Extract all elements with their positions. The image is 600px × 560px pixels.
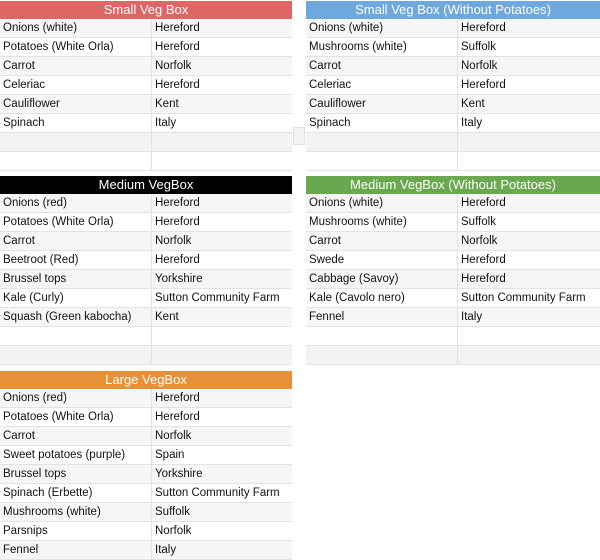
origin-cell[interactable]: Norfolk (155, 430, 192, 442)
box-rows (0, 389, 292, 560)
table-row (306, 38, 600, 57)
empty-row[interactable] (306, 152, 600, 171)
table-row (0, 232, 292, 251)
empty-cell[interactable] (0, 133, 152, 151)
table-row (0, 57, 292, 76)
table-row (0, 251, 292, 270)
origin-cell[interactable]: Sutton Community Farm (155, 292, 280, 304)
table-row (0, 308, 292, 327)
vegetable-cell[interactable]: Spinach (0, 114, 152, 132)
empty-cell[interactable] (458, 133, 600, 151)
table-row (306, 232, 600, 251)
table-row (306, 289, 600, 308)
table-row (0, 19, 292, 38)
vegetable-cell[interactable]: Spinach (Erbette) (0, 484, 152, 502)
vegetable-cell[interactable]: Kale (Curly) (0, 289, 152, 307)
table-row (0, 270, 292, 289)
vegetable-cell[interactable]: Cauliflower (0, 95, 152, 113)
vegetable-cell[interactable]: Fennel (0, 541, 152, 559)
origin-cell[interactable]: Italy (461, 117, 483, 129)
table-row (306, 19, 600, 38)
empty-cell[interactable] (306, 152, 458, 170)
small-veg-box (0, 1, 292, 171)
origin-cell[interactable]: Italy (155, 117, 177, 129)
box-rows (306, 194, 600, 365)
vegetable-cell[interactable]: Cabbage (Savoy) (306, 270, 458, 288)
empty-cell[interactable] (306, 346, 458, 364)
cell-gutter (293, 127, 305, 145)
table-row (0, 194, 292, 213)
vegetable-cell[interactable]: Sweet potatoes (purple) (0, 446, 152, 464)
empty-cell[interactable] (0, 152, 152, 170)
table-row (306, 95, 600, 114)
box-rows (306, 19, 600, 171)
vegetable-cell[interactable]: Beetroot (Red) (0, 251, 152, 269)
empty-row[interactable] (0, 152, 292, 171)
small-veg-box-without-potatoes (306, 1, 600, 171)
table-row (0, 38, 292, 57)
box-title: Small Veg Box (0, 1, 292, 19)
origin-cell[interactable]: Kent (461, 98, 485, 110)
vegetable-cell[interactable]: Potatoes (White Orla) (0, 38, 152, 56)
empty-cell[interactable] (152, 346, 292, 364)
vegetable-cell[interactable]: Brussel tops (0, 465, 152, 483)
table-row (0, 95, 292, 114)
origin-cell[interactable]: Sutton Community Farm (461, 292, 586, 304)
empty-cell[interactable] (306, 133, 458, 151)
table-row (0, 213, 292, 232)
vegetable-cell[interactable]: Celeriac (0, 76, 152, 94)
vegetable-cell[interactable]: Potatoes (White Orla) (0, 408, 152, 426)
table-row (0, 522, 292, 541)
box-title: Large VegBox (0, 371, 292, 389)
origin-cell[interactable]: Hereford (155, 22, 200, 34)
vegetable-cell[interactable]: Carrot (0, 427, 152, 445)
origin-cell[interactable]: Norfolk (461, 60, 498, 72)
table-row (0, 503, 292, 522)
origin-cell[interactable]: Hereford (461, 22, 506, 34)
origin-cell[interactable]: Hereford (155, 411, 200, 423)
origin-cell[interactable]: Norfolk (155, 235, 192, 247)
origin-cell[interactable]: Norfolk (155, 60, 192, 72)
table-row (306, 114, 600, 133)
origin-cell[interactable]: Hereford (461, 197, 506, 209)
vegetable-cell[interactable]: Swede (306, 251, 458, 269)
table-row (306, 251, 600, 270)
box-rows (0, 19, 292, 171)
origin-cell[interactable]: Sutton Community Farm (155, 487, 280, 499)
empty-cell[interactable] (152, 327, 292, 345)
empty-cell[interactable] (0, 327, 152, 345)
origin-cell[interactable]: Hereford (155, 41, 200, 53)
origin-cell[interactable]: Norfolk (155, 525, 192, 537)
vegetable-cell[interactable]: Mushrooms (white) (0, 503, 152, 521)
vegetable-cell[interactable]: Squash (Green kabocha) (0, 308, 152, 326)
table-row (0, 76, 292, 95)
origin-cell[interactable]: Hereford (461, 79, 506, 91)
table-row (306, 213, 600, 232)
origin-cell[interactable]: Yorkshire (155, 273, 203, 285)
box-title: Medium VegBox (0, 176, 292, 194)
vegetable-cell[interactable]: Mushrooms (white) (306, 213, 458, 231)
box-title: Medium VegBox (Without Potatoes) (306, 176, 600, 194)
origin-cell[interactable]: Italy (155, 544, 177, 556)
empty-cell[interactable] (152, 133, 292, 151)
vegetable-cell[interactable]: Carrot (0, 57, 152, 75)
medium-veg-box-without-potatoes (306, 176, 600, 365)
empty-cell[interactable] (458, 152, 600, 170)
empty-row[interactable] (0, 346, 292, 365)
empty-cell[interactable] (0, 346, 152, 364)
vegetable-cell[interactable]: Spinach (306, 114, 458, 132)
vegetable-cell[interactable]: Brussel tops (0, 270, 152, 288)
origin-cell[interactable]: Kent (155, 98, 179, 110)
vegetable-cell[interactable]: Carrot (0, 232, 152, 250)
medium-veg-box (0, 176, 292, 365)
table-row (0, 289, 292, 308)
empty-row[interactable] (0, 133, 292, 152)
vegetable-cell[interactable]: Carrot (306, 232, 458, 250)
vegetable-cell[interactable]: Onions (white) (306, 19, 458, 37)
origin-cell[interactable]: Kent (155, 311, 179, 323)
origin-cell[interactable]: Hereford (461, 273, 506, 285)
vegetable-cell[interactable]: Onions (red) (0, 194, 152, 212)
origin-cell[interactable]: Yorkshire (155, 468, 203, 480)
empty-cell[interactable] (458, 327, 600, 345)
box-rows (0, 194, 292, 365)
table-row (306, 270, 600, 289)
vegetable-cell[interactable]: Onions (white) (306, 194, 458, 212)
empty-cell[interactable] (458, 346, 600, 364)
vegetable-cell[interactable]: Onions (white) (0, 19, 152, 37)
vegetable-cell[interactable]: Celeriac (306, 76, 458, 94)
vegetable-cell[interactable]: Fennel (306, 308, 458, 326)
origin-cell[interactable]: Suffolk (461, 41, 496, 53)
table-row (0, 114, 292, 133)
origin-cell[interactable]: Hereford (155, 392, 200, 404)
vegetable-cell[interactable]: Carrot (306, 57, 458, 75)
origin-cell[interactable]: Hereford (155, 254, 200, 266)
origin-cell[interactable]: Suffolk (155, 506, 190, 518)
origin-cell[interactable]: Hereford (155, 197, 200, 209)
origin-cell[interactable]: Hereford (461, 254, 506, 266)
table-row (0, 389, 292, 408)
large-veg-box (0, 371, 292, 560)
empty-cell[interactable] (152, 152, 292, 170)
vegetable-cell[interactable]: Potatoes (White Orla) (0, 213, 152, 231)
table-row (0, 408, 292, 427)
vegetable-cell[interactable]: Parsnips (0, 522, 152, 540)
empty-cell[interactable] (306, 327, 458, 345)
origin-cell[interactable]: Norfolk (461, 235, 498, 247)
box-title: Small Veg Box (Without Potatoes) (306, 1, 600, 19)
empty-row[interactable] (0, 327, 292, 346)
origin-cell[interactable]: Hereford (155, 216, 200, 228)
origin-cell[interactable]: Spain (155, 449, 185, 461)
origin-cell[interactable]: Hereford (155, 79, 200, 91)
empty-row[interactable] (306, 133, 600, 152)
table-row (0, 541, 292, 560)
vegetable-cell[interactable]: Cauliflower (306, 95, 458, 113)
table-row (0, 465, 292, 484)
origin-cell[interactable]: Suffolk (461, 216, 496, 228)
table-row (306, 57, 600, 76)
table-row (306, 76, 600, 95)
empty-row[interactable] (306, 346, 600, 365)
table-row (0, 446, 292, 465)
vegetable-cell[interactable]: Mushrooms (white) (306, 38, 458, 56)
table-row (306, 308, 600, 327)
table-row (0, 484, 292, 503)
table-row (306, 194, 600, 213)
table-row (0, 427, 292, 446)
vegetable-cell[interactable]: Onions (red) (0, 389, 152, 407)
empty-row[interactable] (306, 327, 600, 346)
vegetable-cell[interactable]: Kale (Cavolo nero) (306, 289, 458, 307)
origin-cell[interactable]: Italy (461, 311, 483, 323)
